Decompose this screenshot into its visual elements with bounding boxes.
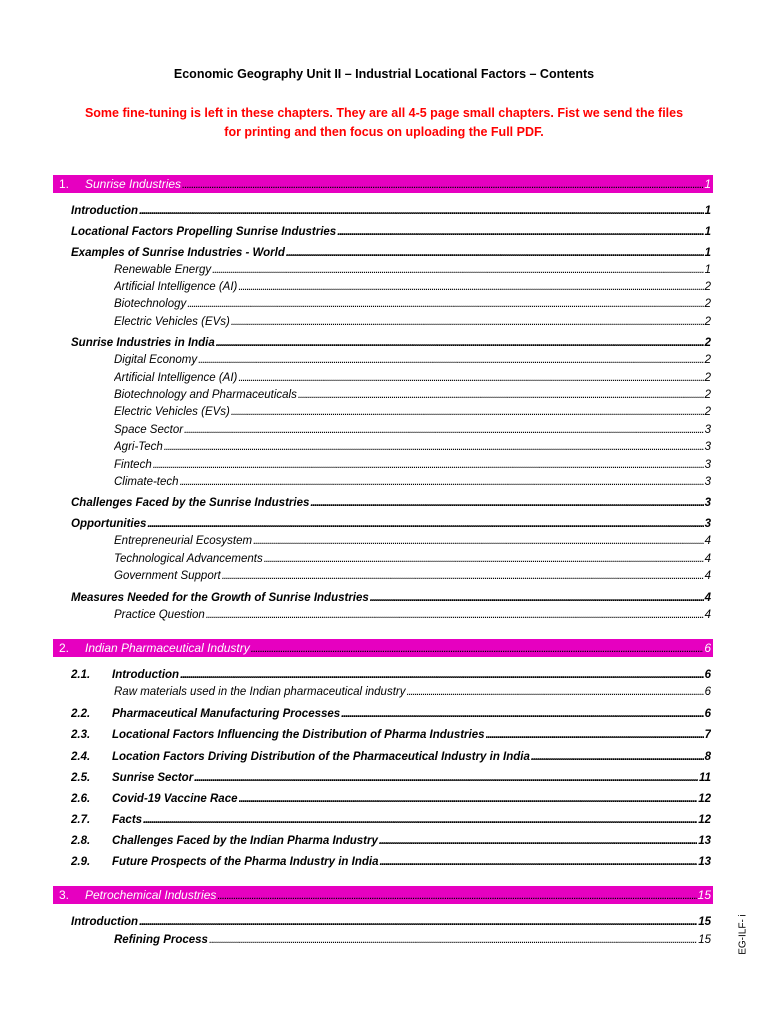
page-number: 13	[698, 856, 711, 868]
toc-subentry[interactable]	[114, 314, 711, 330]
toc-entry-title: Covid-19 Vaccine Race	[112, 793, 238, 805]
page-number: 2	[704, 316, 711, 328]
dot-leader	[286, 245, 704, 261]
toc-entry-title: Climate-tech	[114, 476, 179, 488]
dot-leader	[147, 516, 703, 532]
section-number: 2.9.	[71, 856, 91, 868]
dot-leader	[139, 203, 704, 219]
page-number: 8	[704, 751, 711, 763]
dot-leader	[370, 590, 704, 606]
page-number: 1	[704, 247, 711, 259]
section-number: 2.4.	[71, 751, 91, 763]
toc-entry[interactable]	[71, 495, 711, 511]
page-number: 3	[704, 497, 711, 509]
toc-entry-title: Opportunities	[71, 518, 147, 530]
toc-entry[interactable]	[71, 203, 711, 219]
page-number: 4	[704, 553, 711, 565]
dot-leader	[180, 667, 704, 683]
toc-subentry[interactable]	[114, 932, 711, 948]
page-number: 2	[704, 298, 711, 310]
toc-entry[interactable]	[71, 833, 711, 849]
toc-entry-title: Measures Needed for the Growth of Sunrise Industries	[71, 592, 369, 604]
toc-entry-title: Practice Question	[114, 609, 205, 621]
section-number: 2.6.	[71, 793, 91, 805]
dot-leader	[531, 749, 704, 765]
page-code	[735, 905, 749, 965]
toc-entry[interactable]	[71, 245, 711, 261]
dot-leader	[212, 262, 703, 278]
dot-leader	[143, 812, 697, 828]
toc-entry-title: Location Factors Driving Distribution of the Pharmaceutical Industry in India	[112, 751, 530, 763]
toc-subentry[interactable]	[114, 439, 711, 455]
toc-subentry[interactable]	[114, 370, 711, 386]
dot-leader	[486, 727, 704, 743]
toc-entry[interactable]	[71, 667, 711, 683]
dot-leader	[217, 886, 696, 904]
toc-subentry[interactable]	[114, 474, 711, 490]
toc-subentry[interactable]	[114, 607, 711, 623]
page-number: 12	[698, 793, 711, 805]
editorial-notice	[40, 104, 728, 142]
toc-entry[interactable]	[71, 854, 711, 870]
page-number: 12	[698, 814, 711, 826]
toc-entry-title: Entrepreneurial Ecosystem	[114, 535, 253, 547]
toc-entry[interactable]	[71, 590, 711, 606]
dot-leader	[206, 607, 704, 623]
page-number: 2	[704, 372, 711, 384]
toc-entry-title: Introduction	[71, 916, 139, 928]
dot-leader	[180, 474, 704, 490]
toc-entry[interactable]	[71, 706, 711, 722]
dot-leader	[251, 639, 704, 657]
toc-chapter-2[interactable]	[53, 639, 713, 657]
dot-leader	[238, 279, 703, 295]
dot-leader	[239, 791, 698, 807]
toc-entry-title: Pharmaceutical Manufacturing Processes	[112, 708, 341, 720]
toc-entry[interactable]	[71, 749, 711, 765]
toc-entry[interactable]	[71, 224, 711, 240]
page-number: 15	[697, 888, 711, 902]
page-number: 6	[704, 669, 711, 681]
notice-line-1: Some fine-tuning is left in these chapters. They are all 4-5 page small chapters. Fist we send the files	[84, 106, 684, 120]
page-number: 3	[704, 476, 711, 488]
toc-subentry[interactable]	[114, 387, 711, 403]
section-number: 2.3.	[71, 729, 91, 741]
toc-entry-title: Facts	[112, 814, 143, 826]
dot-leader	[209, 932, 697, 948]
page-number: 15	[698, 934, 711, 946]
page-number: 2	[704, 281, 711, 293]
toc-subentry[interactable]	[114, 296, 711, 312]
dot-leader	[222, 568, 704, 584]
toc-entry-title: Raw materials used in the Indian pharmaceutical industry	[114, 686, 406, 698]
dot-leader	[184, 422, 704, 438]
page-number: 2	[704, 389, 711, 401]
chapter-number: 3.	[59, 888, 70, 902]
page-number: 6	[704, 686, 711, 698]
page-number: 7	[704, 729, 711, 741]
chapter-title: Petrochemical Industries	[85, 888, 217, 902]
toc-subentry[interactable]	[114, 533, 711, 549]
dot-leader	[253, 533, 704, 549]
toc-entry-title: Future Prospects of the Pharma Industry in India	[112, 856, 379, 868]
chapter-number: 1.	[59, 177, 70, 191]
dot-leader	[153, 457, 704, 473]
toc-entry-title: Challenges Faced by the Sunrise Industries	[71, 497, 310, 509]
page-number: 4	[704, 592, 711, 604]
page-number: 1	[704, 205, 711, 217]
toc-chapter-1[interactable]	[53, 175, 713, 193]
toc-entry-title: Locational Factors Influencing the Distribution of Pharma Industries	[112, 729, 485, 741]
toc-entry[interactable]	[71, 914, 711, 930]
dot-leader	[337, 224, 703, 240]
page-number: 2	[704, 354, 711, 366]
toc-subentry[interactable]	[114, 352, 711, 368]
toc-chapter-3[interactable]	[53, 886, 713, 904]
page-number: 15	[698, 916, 711, 928]
page-number: 1	[704, 264, 711, 276]
page-number: 13	[698, 835, 711, 847]
page-number: 4	[704, 570, 711, 582]
toc-entry-title: Biotechnology	[114, 298, 187, 310]
dot-leader	[264, 551, 704, 567]
toc-entry[interactable]	[71, 727, 711, 743]
toc-subentry[interactable]	[114, 279, 711, 295]
toc-entry-title: Electric Vehicles (EVs)	[114, 406, 230, 418]
chapter-title: Sunrise Industries	[85, 177, 182, 191]
section-number: 2.1.	[71, 669, 91, 681]
toc-entry-title: Electric Vehicles (EVs)	[114, 316, 230, 328]
chapter-title: Indian Pharmaceutical Industry	[85, 641, 250, 655]
toc-entry[interactable]	[71, 335, 711, 351]
toc-entry-title: Biotechnology and Pharmaceuticals	[114, 389, 297, 401]
toc-entry-title: Technological Advancements	[114, 553, 263, 565]
toc-entry-title: Sunrise Industries in India	[71, 337, 215, 349]
dot-leader	[231, 314, 704, 330]
toc-entry[interactable]	[71, 812, 711, 828]
toc-subentry[interactable]	[114, 404, 711, 420]
toc-entry[interactable]	[71, 516, 711, 532]
toc-entry-title: Sunrise Sector	[112, 772, 194, 784]
section-number: 2.8.	[71, 835, 91, 847]
toc-entry-title: Digital Economy	[114, 354, 198, 366]
page-number: 4	[704, 535, 711, 547]
page-number: 6	[704, 708, 711, 720]
section-number: 2.5.	[71, 772, 91, 784]
toc-entry-title: Fintech	[114, 459, 152, 471]
page-number: 4	[704, 609, 711, 621]
page-title: Economic Geography Unit II – Industrial Locational Factors – Contents	[173, 67, 595, 81]
dot-leader	[216, 335, 704, 351]
chapter-number: 2.	[59, 641, 70, 655]
dot-leader	[194, 770, 698, 786]
dot-leader	[406, 684, 703, 700]
dot-leader	[310, 495, 703, 511]
dot-leader	[231, 404, 704, 420]
toc-subentry[interactable]	[114, 551, 711, 567]
dot-leader	[164, 439, 704, 455]
dot-leader	[238, 370, 703, 386]
section-number: 2.2.	[71, 708, 91, 720]
page-number: 6	[704, 641, 711, 655]
dot-leader	[379, 833, 697, 849]
dot-leader	[341, 706, 703, 722]
toc-subentry[interactable]	[114, 422, 711, 438]
page-number: 3	[704, 518, 711, 530]
section-number: 2.7.	[71, 814, 91, 826]
page-number: 1	[704, 177, 711, 191]
toc-entry-title: Refining Process	[114, 934, 208, 946]
toc-subentry[interactable]	[114, 457, 711, 473]
toc-entry-title: Introduction	[112, 669, 180, 681]
toc-entry-title: Artificial Intelligence (AI)	[114, 372, 238, 384]
page-number: 11	[699, 772, 711, 784]
toc-entry-title: Introduction	[71, 205, 139, 217]
toc-subentry[interactable]	[114, 684, 711, 700]
page-number: 2	[704, 406, 711, 418]
toc-subentry[interactable]	[114, 262, 711, 278]
toc-entry-title: Renewable Energy	[114, 264, 212, 276]
toc-entry-title: Government Support	[114, 570, 221, 582]
page-number: 3	[704, 441, 711, 453]
page-number: 2	[704, 337, 711, 349]
toc-entry[interactable]	[71, 791, 711, 807]
notice-line-2: for printing and then focus on uploading the Full PDF.	[224, 125, 544, 139]
toc-entry-title: Agri-Tech	[114, 441, 163, 453]
dot-leader	[379, 854, 697, 870]
page-number: 3	[704, 459, 711, 471]
dot-leader	[187, 296, 703, 312]
dot-leader	[298, 387, 704, 403]
page-code-text: EG-ILF- i	[737, 914, 749, 955]
toc-entry-title: Artificial Intelligence (AI)	[114, 281, 238, 293]
toc-entry-title: Locational Factors Propelling Sunrise Industries	[71, 226, 337, 238]
toc-entry-title: Space Sector	[114, 424, 184, 436]
dot-leader	[182, 175, 703, 193]
page-number: 3	[704, 424, 711, 436]
dot-leader	[139, 914, 697, 930]
toc-subentry[interactable]	[114, 568, 711, 584]
toc-entry[interactable]	[71, 770, 711, 786]
toc-entry-title: Challenges Faced by the Indian Pharma Industry	[112, 835, 378, 847]
page-number: 1	[704, 226, 711, 238]
dot-leader	[198, 352, 704, 368]
toc-entry-title: Examples of Sunrise Industries - World	[71, 247, 285, 259]
